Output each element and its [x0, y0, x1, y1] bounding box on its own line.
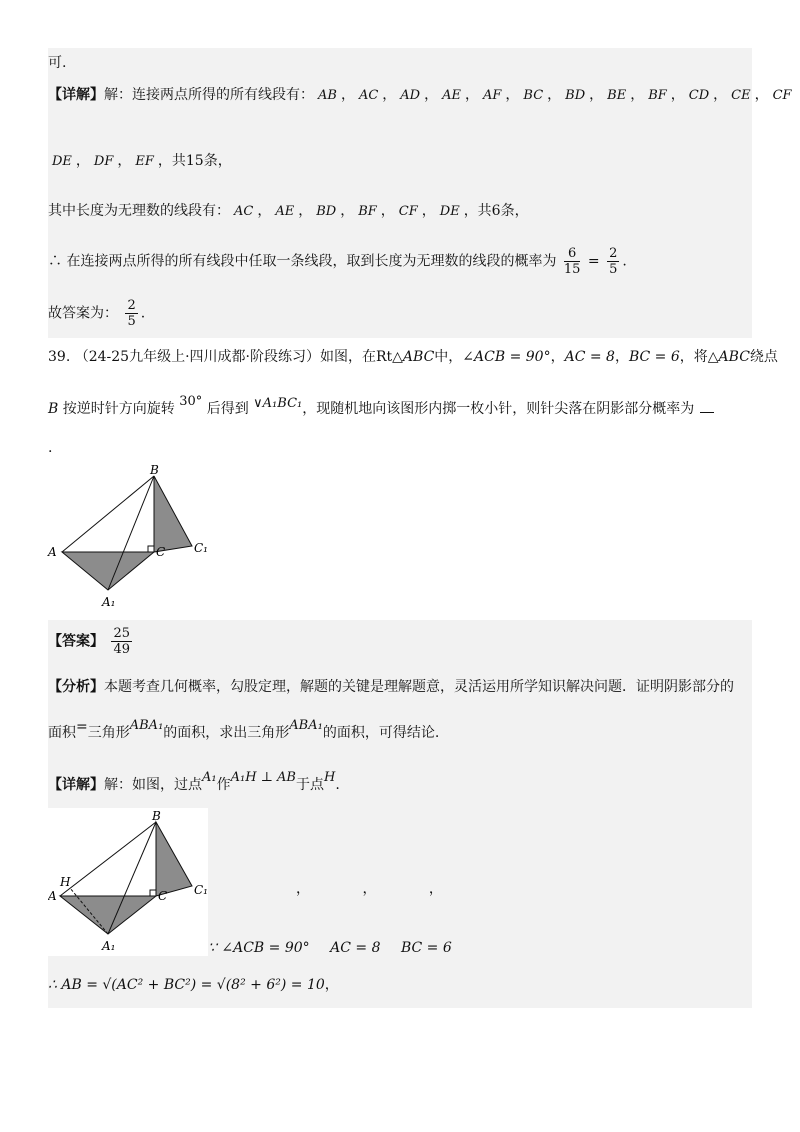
segment-label: AB — [318, 88, 337, 103]
q-text-1: 按逆时针方向旋转 — [62, 401, 175, 417]
right-angle-mark-2 — [150, 890, 156, 896]
segment-label: DF — [93, 154, 114, 169]
label-a-2: A — [48, 889, 57, 903]
detail-line-1 — [48, 84, 796, 104]
segment-label: BE — [607, 88, 627, 103]
because-ac: AC = 8 — [330, 940, 381, 956]
segment-label: DE — [52, 154, 72, 169]
sep-1: ， — [550, 349, 565, 365]
segment-label: AC — [358, 88, 379, 103]
probability-fraction-1: $\frac{6}{15}$ — [563, 246, 581, 277]
angle-acb: ∠ACB = 90° — [462, 349, 551, 365]
rotate-prefix: ，将 — [679, 349, 708, 365]
label-c1-2: C₁ — [194, 883, 208, 897]
area-eq: = — [76, 719, 88, 735]
segment-label: BC — [523, 88, 544, 103]
detail-line — [48, 770, 340, 794]
detail-label-2: 【详解】 — [48, 777, 104, 793]
segment-label: AC — [234, 204, 254, 219]
analysis-text: 本题考查几何概率，勾股定理，解题的关键是理解题意，灵活运用所学知识解决问题．证明阴影部分的 — [104, 679, 734, 695]
commas-row — [296, 878, 443, 898]
segment-ab — [62, 476, 154, 552]
because-line — [208, 940, 452, 956]
point-a1: A₁ — [202, 770, 217, 785]
answer-end-top: . — [140, 305, 146, 322]
answer-blank — [700, 412, 714, 413]
question-line-3: . — [48, 440, 53, 456]
segment-list-2: DE ， DF ， EF — [52, 153, 154, 169]
question-number: 39. — [48, 349, 71, 365]
label-c: C — [156, 545, 166, 559]
therefore-ab: ∴ AB = √(AC² + BC²) = √(8² + 6²) = 10 — [48, 977, 325, 993]
analysis-line — [48, 676, 734, 696]
label-h: H — [60, 875, 71, 889]
label-c-2: C — [158, 889, 168, 903]
comma-2: ， — [362, 881, 377, 897]
segment-list-irrational: AC ， AE ， BD ， BF ， CF ， DE — [234, 203, 460, 219]
irrational-text: 其中长度为无理数的线段有： — [48, 203, 230, 219]
answer-fraction-top: $\frac{2}{5}$ — [127, 298, 136, 329]
segment-label: BF — [358, 204, 377, 219]
label-a: A — [48, 545, 57, 559]
analysis-label: 【分析】 — [48, 679, 104, 695]
count-text: ，共15条， — [157, 153, 232, 169]
segment-label: CD — [688, 88, 710, 103]
segment-label: CF — [772, 88, 792, 103]
degree-30: 30° — [179, 394, 203, 409]
figure-2 — [48, 808, 208, 956]
triangle-a1bc1: ∨A₁BC₁ — [253, 396, 303, 411]
rotate-suffix: 绕点 — [749, 349, 778, 365]
triangle-aba1: ABA₁ — [129, 718, 164, 733]
q-text-3: ，现随机地向该图形内掷一枚小针，则针尖落在阴影部分概率为 — [302, 401, 695, 417]
detail-label: 【详解】 — [48, 87, 104, 103]
therefore-end: ， — [324, 977, 339, 993]
segment-a1b — [108, 476, 154, 590]
shaded-right — [154, 476, 192, 552]
comma-3: ， — [428, 881, 443, 897]
comma-1: ， — [296, 881, 310, 897]
detail-text-3: 于点 — [295, 777, 324, 793]
segment-label: AE — [275, 204, 295, 219]
segment-label: CE — [731, 88, 751, 103]
ac-value: AC = 8 — [564, 349, 615, 365]
label-c1: C₁ — [194, 541, 208, 555]
irrational-line — [48, 200, 529, 220]
probability-eq: = — [587, 253, 600, 270]
segment-label: BF — [648, 88, 667, 103]
segment-label: BD — [316, 204, 337, 219]
label-b-2: B — [152, 809, 161, 823]
answer-fraction: $\frac{25}{49}$ — [113, 626, 130, 657]
segment-a1b-2 — [108, 822, 156, 934]
point-h: H — [323, 770, 336, 785]
bc-value: BC = 6 — [628, 349, 680, 365]
triangle-aba1-2: ABA₁ — [289, 718, 323, 733]
label-b: B — [150, 463, 159, 477]
point-b: B — [48, 401, 59, 417]
segment-label: DE — [439, 204, 460, 219]
line-continuation: 可. — [48, 55, 67, 71]
answer-line — [48, 626, 135, 657]
therefore-line — [48, 974, 339, 994]
shaded-bottom — [62, 552, 154, 590]
q-text-2: 后得到 — [206, 401, 249, 417]
shaded-bottom-2 — [60, 896, 156, 934]
analysis-line-2 — [48, 718, 440, 742]
probability-fraction-2: $\frac{2}{5}$ — [609, 246, 618, 277]
shaded-right-2 — [156, 822, 192, 896]
answer-text-top: 故答案为： — [48, 305, 118, 322]
detail-text: 解：连接两点所得的所有线段有： — [104, 87, 314, 103]
area-text: 面积 — [48, 725, 76, 741]
segment-label: AE — [442, 88, 461, 103]
segment-label: AD — [400, 88, 421, 103]
segment-label: AF — [483, 88, 502, 103]
detail-text-1: 解：如图，过点 — [104, 777, 202, 793]
analysis-text-d: 的面积，可得结论. — [322, 725, 440, 741]
perp-a1h-ab: A₁H ⊥ AB — [230, 770, 296, 785]
sep-2: ， — [614, 349, 629, 365]
label-a1-2: A₁ — [102, 939, 116, 953]
probability-end: . — [622, 253, 627, 270]
segment-label: EF — [135, 154, 154, 169]
segment-list-1: AB ， AC ， AD ， AE ， AF ， BC ， BD ， BE ， BF ， CD ， CE ， CF — [318, 87, 792, 103]
probability-text: ∴ 在连接两点所得的所有线段中任取一条线段，取到长度为无理数的线段的概率为 — [48, 253, 557, 270]
figure-1 — [44, 462, 224, 612]
detail-line-2 — [48, 150, 232, 170]
question-mid: 中， — [434, 349, 463, 365]
detail-text-2: 作 — [216, 777, 231, 793]
triangle-abc-2: △ABC — [707, 349, 750, 365]
triangle-word: 三角形 — [87, 725, 130, 741]
question-source: （24-25九年级上·四川成都·阶段练习）如图，在 — [74, 349, 376, 365]
question-line-2 — [48, 394, 714, 418]
question-line-1 — [48, 346, 778, 366]
because-angle: ∵ ∠ACB = 90° — [208, 940, 310, 956]
right-angle-mark — [148, 546, 154, 552]
segment-ab-2 — [60, 822, 156, 896]
because-bc: BC = 6 — [400, 940, 452, 956]
segment-label: BD — [565, 88, 586, 103]
label-a1: A₁ — [102, 595, 116, 609]
rt-label: Rt — [375, 349, 393, 365]
segment-label: CF — [398, 204, 418, 219]
answer-line-top — [48, 298, 145, 329]
detail-end: . — [335, 777, 340, 793]
analysis-text-c: 的面积，求出三角形 — [163, 725, 290, 741]
answer-label: 【答案】 — [48, 633, 104, 650]
triangle-abc: △ABC — [392, 349, 435, 365]
probability-line — [48, 246, 627, 277]
irr-count-text: ，共6条， — [463, 203, 529, 219]
